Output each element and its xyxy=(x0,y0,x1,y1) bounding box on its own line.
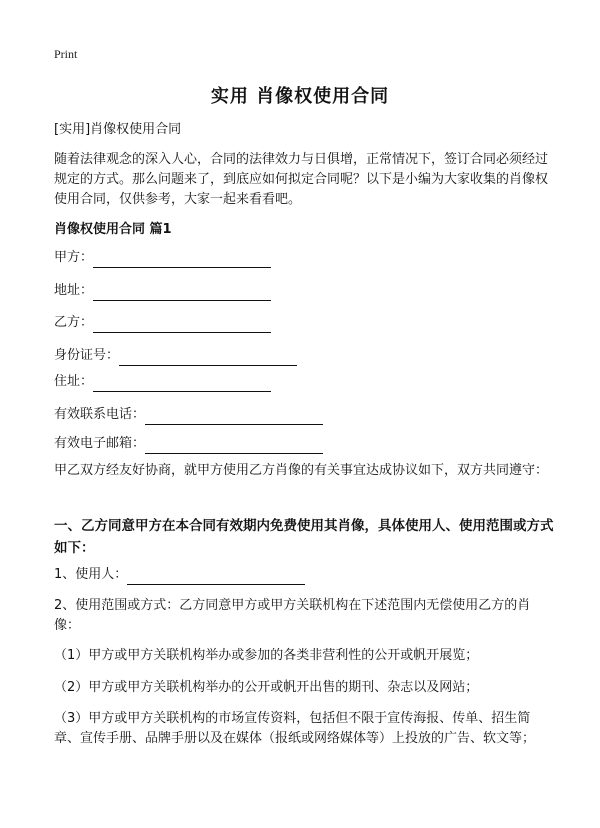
agreement-intro: 甲乙双方经友好协商，就甲方使用乙方肖像的有关事宜达成协议如下，双方共同遵守： xyxy=(54,463,549,478)
clause-1-heading: 一、乙方同意甲方在本合同有效期内免费使用其肖像，具体使用人、使用范围或方式如下： xyxy=(54,518,554,556)
blank-line xyxy=(127,570,305,585)
field-label: 住址： xyxy=(54,374,94,389)
section-heading: 肖像权使用合同 篇1 xyxy=(54,222,172,237)
field-id-number xyxy=(54,346,297,366)
field-user xyxy=(54,565,305,585)
blank-line xyxy=(145,439,323,454)
field-label: 有效电子邮箱： xyxy=(54,436,146,451)
scope-item: （2）甲方或甲方关联机构举办的公开或帆开出售的期刊、杂志以及网站； xyxy=(54,680,479,695)
scope-item: （1）甲方或甲方关联机构举办或参加的各类非营利性的公开或帆开展览； xyxy=(54,648,479,663)
blank-line xyxy=(93,377,271,392)
field-phone xyxy=(54,405,323,425)
blank-line xyxy=(145,410,323,425)
field-party-b xyxy=(54,313,271,333)
blank-line xyxy=(93,318,271,333)
field-party-a xyxy=(54,248,271,268)
field-label: 地址： xyxy=(54,283,94,298)
blank-line xyxy=(119,351,297,366)
field-residence xyxy=(54,372,271,392)
field-label: 1、使用人： xyxy=(54,567,128,582)
document-subtitle: [实用]肖像权使用合同 xyxy=(54,122,182,137)
scope-item: （3）甲方或甲方关联机构的市场宣传资料，包括但不限于宣传海报、传单、招生简章、宣传手册、品牌手册以及在媒体（报纸或网络媒体等）上投放的广告、软文等； xyxy=(54,711,536,746)
field-label: 乙方： xyxy=(54,315,94,330)
scope-paragraph: 2、使用范围或方式：乙方同意甲方或甲方关联机构在下述范围内无偿使用乙方的肖像： xyxy=(54,598,531,633)
document-title: 实用 肖像权使用合同 xyxy=(210,86,390,107)
field-address xyxy=(54,281,271,301)
blank-line xyxy=(93,253,271,268)
blank-line xyxy=(93,286,271,301)
field-label: 甲方： xyxy=(54,250,94,265)
field-label: 有效联系电话： xyxy=(54,407,146,422)
field-email xyxy=(54,434,323,454)
field-label: 身份证号： xyxy=(54,348,120,363)
print-link[interactable]: Print xyxy=(54,47,78,61)
intro-paragraph: 随着法律观念的深入人心，合同的法律效力与日俱增，正常情况下，签订合同必须经过规定的方式。那么问题来了，到底应如何拟定合同呢？以下是小编为大家收集的肖像权使用合同，仅供参考，大家一起来看看吧。 xyxy=(54,152,549,207)
